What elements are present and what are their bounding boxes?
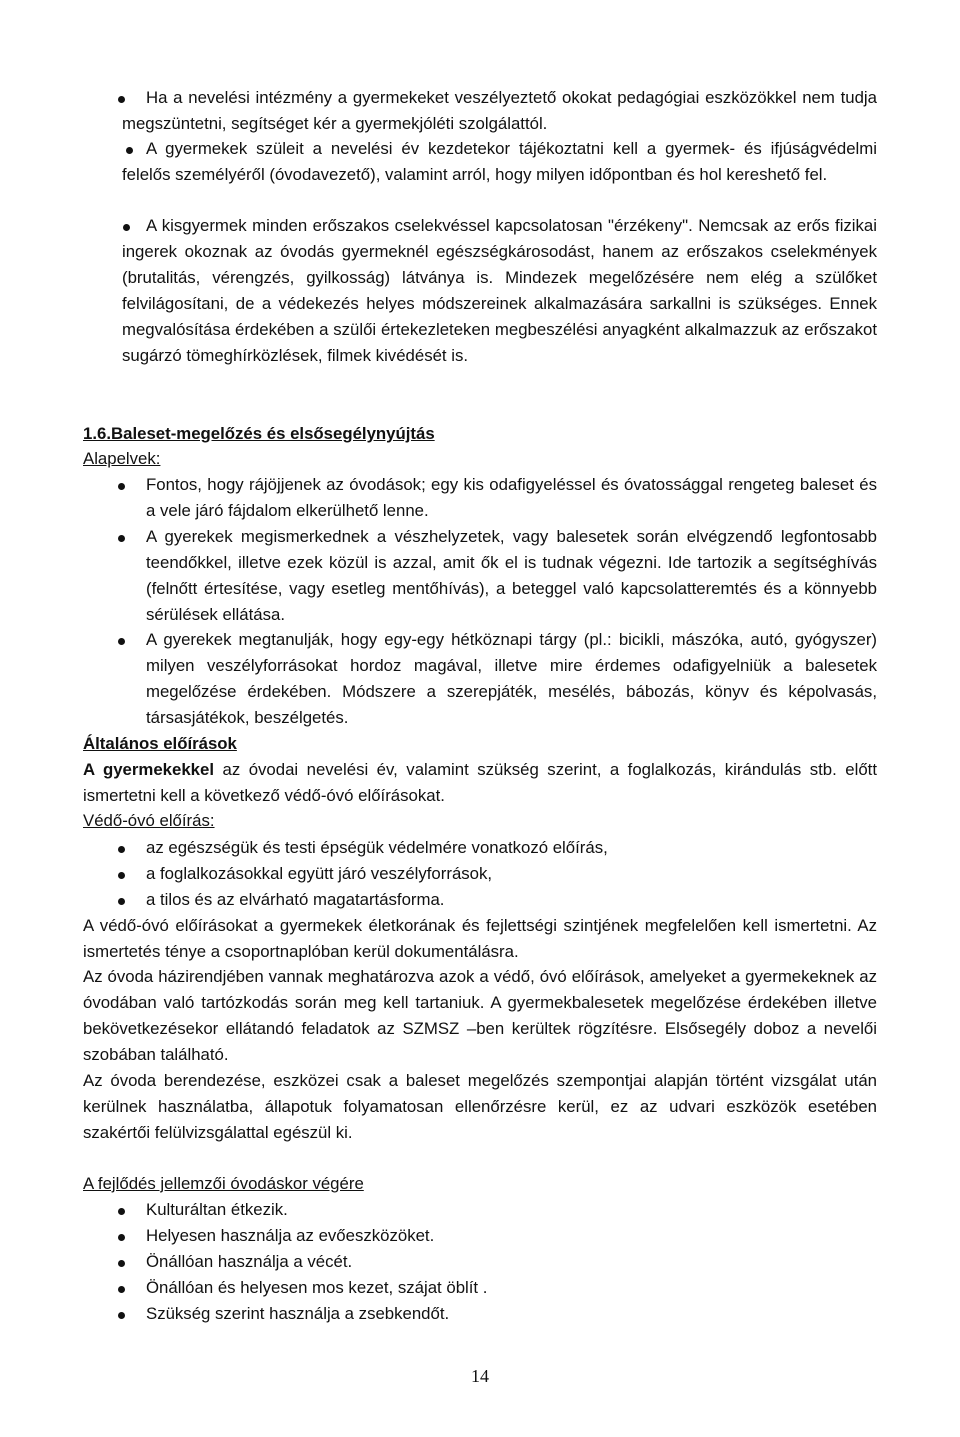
altalanos-paragraph — [83, 757, 877, 809]
list-item: a foglalkozásokkal együtt járó veszélyforrások, — [146, 864, 493, 883]
list-item: az egészségük és testi épségük védelmére vonatkozó előírás, — [146, 838, 608, 857]
paragraph: Az óvoda berendezése, eszközei csak a baleset megelőzés szempontjai alapján történt vizsgálat után kerülnek használatba, állapotuk folyamatosan ellenőrzésre kerül, ez az udvari eszközök esetében szakértői felülvizsgálattal egészül ki. — [83, 1071, 877, 1142]
list-item: Fontos, hogy rájöjjenek az óvodások; egy kis odafigyeléssel és óvatossággal rengeteg baleset és a vele járó fájdalom elkerülhető lenne. — [146, 475, 877, 520]
bullet-icon — [118, 1234, 125, 1241]
page-number: 14 — [471, 1366, 489, 1386]
bullet-icon — [118, 898, 125, 905]
bullet-icon — [118, 1312, 125, 1319]
fejlodes-heading: A fejlődés jellemzői óvodáskor végére — [83, 1174, 364, 1193]
paragraph: A védő-óvó előírásokat a gyermekek életkorának és fejlettségi szintjének megfelelően kell ismertetni. Az ismertetés ténye a csoportnaplóban kerül dokumentálásra. — [83, 916, 877, 961]
bullet-icon — [118, 846, 125, 853]
vedo-heading: Védő-óvó előírás: — [83, 811, 215, 830]
bullet-icon — [118, 1286, 125, 1293]
list-item: A gyerekek megismerkednek a vészhelyzetek, vagy balesetek során elvégzendő legfontosabb teendőkkel, illetve ezek közül is azzal, amit ők el is tudnak végezni. Ide tartozik a segítséghívás (felnőtt értesítése, vagy esetleg mentőhívás), a beteggel való kapcsolatteremtés és a könnyebb sérülések ellátása. — [146, 527, 877, 624]
bullet-icon — [118, 1260, 125, 1267]
list-item: A gyermekek szüleit a nevelési év kezdetekor tájékoztatni kell a gyermek- és ifjúságvédelmi felelős személyéről (óvodavezető), valamint arról, hogy milyen időpontban és hol kereshető fel. — [122, 139, 877, 184]
list-item: A gyerekek megtanulják, hogy egy-egy hétköznapi tárgy (pl.: bicikli, mászóka, autó, gyógyszer) milyen veszélyforrásokat hordoz magával, illetve mire érdemes odafigyelniük a balesetek megelőzése érdekében. Módszere a szerepjáték, mesélés, bábozás, könyv és képolvasás, társasjátékok, beszélgetés. — [146, 630, 877, 727]
list-item: Önállóan és helyesen mos kezet, szájat öblít . — [146, 1278, 488, 1297]
list-item: Önállóan használja a vécét. — [146, 1252, 353, 1271]
list-item: Kulturáltan étkezik. — [146, 1200, 288, 1219]
altalanos-bold-lead: A gyermekekkel — [83, 760, 215, 779]
altalanos-text: az óvodai nevelési év, valamint szükség szerint, a foglalkozás, kirándulás stb. előtt ismertetni kell a következő védő-óvó előírásokat. — [83, 760, 878, 805]
bullet-icon — [118, 638, 125, 645]
alapelvek-heading: Alapelvek: — [83, 449, 161, 468]
bullet-icon — [118, 1208, 125, 1215]
list-item: Ha a nevelési intézmény a gyermekeket veszélyeztető okokat pedagógiai eszközökkel nem tudja megszüntetni, segítséget kér a gyermekjóléti szolgálattól. — [122, 88, 877, 133]
altalanos-heading: Általános előírások — [83, 734, 237, 753]
section-heading: 1.6.Baleset-megelőzés és elsősegélynyújtás — [83, 424, 435, 443]
bullet-icon — [118, 535, 125, 542]
list-item: Helyesen használja az evőeszközöket. — [146, 1226, 435, 1245]
list-item: a tilos és az elvárható magatartásforma. — [146, 890, 445, 909]
list-item: A kisgyermek minden erőszakos cselekvéssel kapcsolatosan "érzékeny". Nemcsak az erős fizikai ingerek okoznak az óvodás gyermeknél egészségkárosodást, hanem az erőszakos cselekmények (brutalitás, vérengzés, gyilkosság) látványa is. Mindezek megelőzésére nem elég a szülőket felvilágosítani, de a védekezés helyes módszereinek alkalmazására sarkallni is szükséges. Ennek megvalósítása érdekében a szülői értekezleteken megbeszélési anyagként alkalmazzuk az erőszakot sugárzó tömeghírközlések, filmek kivédését is. — [122, 216, 877, 365]
paragraph: Az óvoda házirendjében vannak meghatározva azok a védő, óvó előírások, amelyeket a gyermekeknek az óvodában való tartózkodás során meg kell tartaniuk. A gyermekbalesetek megelőzése érdekében illetve bekövetkezésekor ellátandó feladatok az SZMSZ –ben kerültek rögzítésre. Elsősegély doboz a nevelői szobában található. — [83, 967, 877, 1064]
list-item: Szükség szerint használja a zsebkendőt. — [146, 1304, 450, 1323]
bullet-icon — [118, 872, 125, 879]
bullet-icon — [118, 483, 125, 490]
